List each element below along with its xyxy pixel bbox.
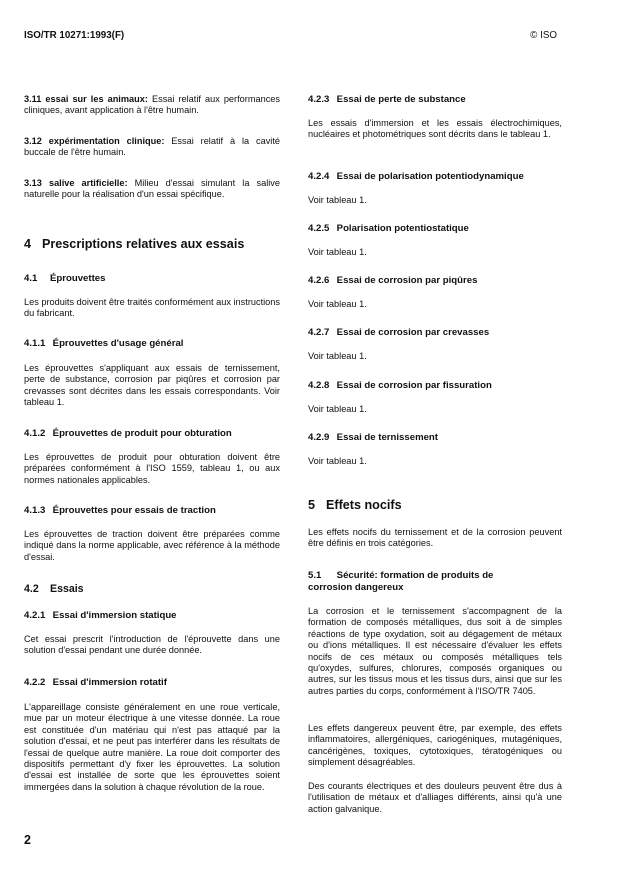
section-title: Essai de perte de substance (336, 94, 466, 105)
document-id: ISO/TR 10271:1993(F) (24, 30, 125, 41)
section-title: Essai de corrosion par crevasses (336, 327, 490, 338)
section-number: 4.2.6 (308, 275, 330, 286)
section-number: 5 (308, 498, 316, 512)
definition-text: Essai relatif aux performances cliniques, avant application à l'être humain. (24, 94, 280, 116)
section-4-2-8-heading (308, 380, 492, 391)
section-number: 4.1.3 (24, 505, 46, 516)
definition-term: essai sur les animaux: (45, 94, 148, 104)
section-number: 4.1.1 (24, 338, 46, 349)
section-4-2-3-heading (308, 94, 466, 105)
section-title: Essai d'immersion rotatif (52, 677, 167, 688)
page-number: 2 (24, 833, 31, 847)
section-title: Éprouvettes pour essais de traction (52, 505, 216, 516)
section-title-line2: corrosion dangereux (308, 582, 404, 593)
section-number: 4.2.3 (308, 94, 330, 105)
definition-3-11 (24, 94, 280, 117)
section-4-2-4-heading (308, 171, 524, 182)
section-4-1-text: Les produits doivent être traités conformément aux instructions du fabricant. (24, 297, 280, 319)
definition-number: 3.12 (24, 136, 42, 146)
copyright-mark: © ISO (530, 30, 557, 41)
section-number: 4.2.8 (308, 380, 330, 391)
section-4-1-1-heading (24, 338, 183, 349)
section-4-1-2-heading (24, 428, 232, 439)
section-number: 4.2.7 (308, 327, 330, 338)
section-title: Essai de corrosion par piqûres (336, 275, 478, 286)
section-4-2-4-text: Voir tableau 1. (308, 195, 367, 205)
definition-3-12 (24, 136, 280, 159)
definition-number: 3.11 (24, 94, 42, 104)
section-title: Essais (50, 583, 84, 595)
section-4-2-3-text: Les essais d'immersion et les essais électrochimiques, nucléaires et photométriques sont décrits dans le tableau 1. (308, 118, 562, 140)
section-5-heading (308, 500, 402, 511)
section-title: Essai de polarisation potentiodynamique (336, 171, 524, 182)
section-4-2-6-heading (308, 275, 477, 286)
section-4-heading (24, 239, 244, 250)
section-title: Éprouvettes de produit pour obturation (52, 428, 232, 439)
section-4-1-2-text: Les éprouvettes de produit pour obturation doivent être préparées conformément à l'ISO 1559, tableau 1, ou aux normes nationales applicables. (24, 452, 280, 485)
section-number: 4.2.1 (24, 610, 46, 621)
section-4-2-heading (24, 584, 84, 595)
section-4-1-heading (24, 273, 105, 284)
section-4-2-6-text: Voir tableau 1. (308, 299, 367, 309)
definition-number: 3.13 (24, 178, 42, 188)
section-number: 4 (24, 237, 32, 251)
section-5-1-para2: Les effets dangereux peuvent être, par exemple, des effets inflammatoires, allergéniques, cariogéniques, mutagéniques, cancérigènes, toxiques, cytotoxiques, tératogéniques ou simplement désagréables. (308, 723, 562, 768)
section-number: 4.2.5 (308, 223, 330, 234)
section-5-1-heading (308, 570, 493, 594)
section-5-text: Les effets nocifs du ternissement et de la corrosion peuvent être définis en trois catégories. (308, 527, 562, 549)
section-title: Éprouvettes (50, 273, 106, 284)
section-title-line1: Sécurité: formation de produits de (336, 570, 494, 581)
section-4-2-7-text: Voir tableau 1. (308, 351, 367, 361)
section-5-1-para1: La corrosion et le ternissement s'accompagnent de la formation de composés métalliques, dus soit à de simples réactions de type oxydation, soit au dégagement de métaux ou d'ions métalliques. Il est nécessaire d'évaluer les effets nocifs de ces métaux ou composés métalliques tels qu'oxydes, sulfures, chlorures, composés organiques ou autres, sur les tissus mous et les tissus durs, ainsi que sur les autres parties du corps, conformément à l'ISO/TR 7405. (308, 606, 562, 696)
section-4-2-9-text: Voir tableau 1. (308, 456, 367, 466)
section-title: Éprouvettes d'usage général (52, 338, 184, 349)
definition-text: Essai relatif à la cavité buccale de l'être humain. (24, 136, 281, 158)
section-4-2-5-heading (308, 223, 469, 234)
section-number: 5.1 (308, 570, 322, 581)
section-4-2-1-heading (24, 610, 177, 621)
section-4-1-3-text: Les éprouvettes de traction doivent être préparées comme indiqué dans la norme applicable, avec référence à la méthode d'essai. (24, 529, 280, 562)
section-4-1-3-heading (24, 505, 216, 516)
section-title: Prescriptions relatives aux essais (42, 237, 245, 251)
section-4-2-1-text: Cet essai prescrit l'introduction de l'éprouvette dans une solution d'essai pendant une durée donnée. (24, 634, 280, 656)
section-4-2-5-text: Voir tableau 1. (308, 247, 367, 257)
definition-text: Milieu d'essai simulant la salive naturelle pour la réalisation d'un essai spécifique. (24, 178, 280, 200)
section-title: Effets nocifs (326, 498, 402, 512)
section-5-1-para3: Des courants électriques et des douleurs peuvent être dus à l'utilisation de métaux et d'alliages différents, ainsi qu'à une action galvanique. (308, 781, 562, 814)
section-number: 4.2 (24, 583, 39, 595)
section-number: 4.2.9 (308, 432, 330, 443)
section-4-1-1-text: Les éprouvettes s'appliquant aux essais de ternissement, perte de substance, corrosion par piqûres et corrosion par crevasses sont décrites dans les essais correspondants. Voir tableau 1. (24, 363, 280, 408)
section-number: 4.2.4 (308, 171, 330, 182)
section-number: 4.2.2 (24, 677, 46, 688)
section-title: Essai d'immersion statique (52, 610, 177, 621)
section-4-2-9-heading (308, 432, 438, 443)
definition-3-13 (24, 178, 280, 201)
section-4-2-8-text: Voir tableau 1. (308, 404, 367, 414)
section-4-2-2-text: L'appareillage consiste généralement en une roue verticale, mue par un moteur électrique à une vitesse donnée. La roue est constituée d'un matériau qui n'est pas attaqué par la solution d'essai, et ne peut pas interférer dans les résultats de l'essai de quelque autre manière. La roue doit comporter des dispositifs permettant d'y fixer les éprouvettes. La solution d'essai est installée de sorte que les éprouvettes soient immergées dans la solution à chaque révolution de la roue. (24, 702, 280, 792)
section-title: Essai de ternissement (336, 432, 438, 443)
section-title: Essai de corrosion par fissuration (336, 380, 492, 391)
section-4-2-2-heading (24, 677, 167, 688)
definition-term: expérimentation clinique: (48, 136, 165, 146)
section-title: Polarisation potentiostatique (336, 223, 469, 234)
section-4-2-7-heading (308, 327, 489, 338)
definition-term: salive artificielle: (48, 178, 128, 188)
section-number: 4.1.2 (24, 428, 46, 439)
section-number: 4.1 (24, 273, 38, 284)
